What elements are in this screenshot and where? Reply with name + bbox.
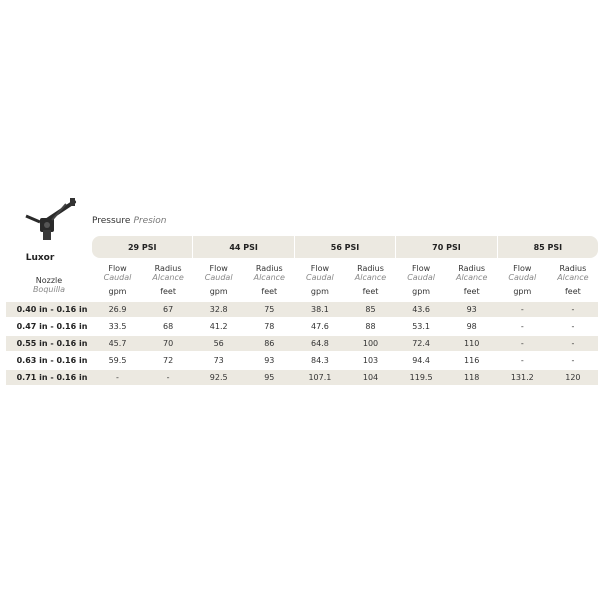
flow-value: -	[520, 356, 524, 365]
radius-value: 98	[466, 322, 477, 331]
flow-unit: gpm	[412, 287, 431, 296]
radius-value: 68	[163, 322, 174, 331]
pressure-label: Pressure	[92, 216, 131, 226]
table-row	[6, 336, 598, 351]
flow-label-es: Caudal	[103, 273, 132, 282]
flow-value: 59.5	[108, 356, 127, 365]
flow-value: 47.6	[310, 322, 329, 331]
radius-value: 70	[163, 339, 174, 348]
nozzle-size: 0.47 in - 0.16 in	[16, 322, 88, 331]
flow-value: 43.6	[412, 305, 430, 314]
radius-value: -	[571, 305, 575, 314]
radius-label-es: Alcance	[354, 273, 387, 282]
flow-label-es: Caudal	[204, 273, 233, 282]
radius-value: 118	[464, 373, 480, 382]
flow-value: 92.5	[209, 373, 228, 382]
radius-unit: feet	[261, 287, 278, 296]
flow-value: 56	[213, 339, 224, 348]
radius-unit: feet	[564, 287, 581, 296]
radius-value: 93	[466, 305, 477, 314]
radius-label-es: Alcance	[253, 273, 285, 282]
radius-value: 100	[362, 339, 379, 348]
flow-value: 26.9	[108, 305, 127, 314]
nozzle-size: 0.63 in - 0.16 in	[16, 356, 88, 365]
flow-value: 53.1	[412, 322, 430, 331]
radius-header	[446, 264, 497, 282]
flow-label-es: Caudal	[407, 273, 435, 282]
nozzle-size: 0.71 in - 0.16 in	[16, 373, 88, 382]
flow-value: 72.4	[412, 339, 430, 348]
nozzle-label: Nozzle	[35, 276, 63, 285]
flow-value: 131.2	[510, 373, 534, 382]
nozzle-size: 0.55 in - 0.16 in	[16, 339, 88, 348]
flow-value: 73	[213, 356, 224, 365]
flow-value: -	[520, 339, 524, 348]
radius-value: 104	[362, 373, 379, 382]
product-name: Luxor	[25, 253, 55, 263]
flow-label: Flow	[310, 264, 330, 273]
psi-header: 44 PSI	[192, 236, 293, 258]
radius-header	[547, 264, 598, 282]
radius-value: 86	[264, 339, 275, 348]
radius-label-es: Alcance	[455, 273, 488, 282]
radius-label: Radius	[458, 264, 486, 273]
radius-unit: feet	[463, 287, 480, 296]
flow-unit: gpm	[108, 287, 127, 296]
flow-unit: gpm	[513, 287, 532, 296]
flow-header	[396, 264, 447, 282]
radius-value: 88	[365, 322, 376, 331]
flow-header	[92, 264, 143, 282]
nozzle-size: 0.40 in - 0.16 in	[16, 305, 88, 314]
flow-value: 64.8	[310, 339, 329, 348]
radius-value: 78	[264, 322, 275, 331]
radius-value: 72	[163, 356, 174, 365]
radius-header	[244, 264, 295, 282]
flow-value: 38.1	[310, 305, 329, 314]
pressure-header-band	[92, 236, 598, 258]
nozzle-column-header	[10, 276, 88, 294]
radius-value: -	[571, 356, 575, 365]
radius-value: 95	[264, 373, 275, 382]
radius-value: -	[571, 322, 575, 331]
radius-label-es: Alcance	[152, 273, 184, 282]
pressure-label-es: Presion	[133, 216, 167, 226]
psi-header: 29 PSI	[127, 242, 157, 252]
flow-label-es: Caudal	[306, 273, 334, 282]
radius-value: -	[571, 339, 575, 348]
flow-header	[193, 264, 244, 282]
flow-unit: gpm	[310, 287, 329, 296]
flow-value: 107.1	[308, 373, 332, 382]
flow-label: Flow	[209, 264, 228, 273]
radius-value: 93	[264, 356, 275, 365]
radius-value: 103	[362, 356, 379, 365]
radius-value: 110	[464, 339, 480, 348]
pressure-heading	[92, 216, 167, 226]
flow-label: Flow	[513, 264, 532, 273]
radius-value: 67	[163, 305, 174, 314]
radius-value: 116	[464, 356, 480, 365]
psi-header: 56 PSI	[294, 236, 395, 258]
flow-value: 45.7	[108, 339, 127, 348]
flow-unit: gpm	[209, 287, 228, 296]
flow-value: -	[520, 322, 524, 331]
radius-value: -	[166, 373, 170, 382]
table-row	[6, 370, 598, 385]
radius-unit: feet	[160, 287, 176, 296]
flow-value: 32.8	[209, 305, 228, 314]
radius-value: 75	[264, 305, 275, 314]
table-row	[6, 319, 598, 334]
radius-unit: feet	[362, 287, 379, 296]
product-image	[22, 196, 78, 242]
radius-value: 120	[565, 373, 581, 382]
radius-label-es: Alcance	[557, 273, 589, 282]
flow-value: 119.5	[409, 373, 433, 382]
flow-value: -	[116, 373, 119, 382]
radius-label: Radius	[559, 264, 587, 273]
flow-label: Flow	[108, 264, 127, 273]
flow-value: 84.3	[310, 356, 329, 365]
radius-label: Radius	[154, 264, 182, 273]
flow-value: 94.4	[412, 356, 430, 365]
flow-value: 41.2	[209, 322, 228, 331]
flow-label: Flow	[411, 264, 431, 273]
radius-value: 85	[365, 305, 376, 314]
flow-value: 33.5	[108, 322, 127, 331]
flow-header	[294, 264, 345, 282]
table-row	[6, 302, 598, 317]
sprinkler-gun-icon	[22, 196, 78, 242]
flow-value: -	[520, 305, 524, 314]
psi-header: 70 PSI	[395, 236, 496, 258]
radius-label: Radius	[357, 264, 384, 273]
radius-header	[143, 264, 194, 282]
table-row	[6, 353, 598, 368]
radius-label: Radius	[255, 264, 283, 273]
radius-header	[345, 264, 396, 282]
nozzle-label-es: Boquilla	[32, 285, 66, 294]
flow-header	[497, 264, 548, 282]
psi-header: 85 PSI	[497, 236, 598, 258]
flow-label-es: Caudal	[508, 273, 537, 282]
